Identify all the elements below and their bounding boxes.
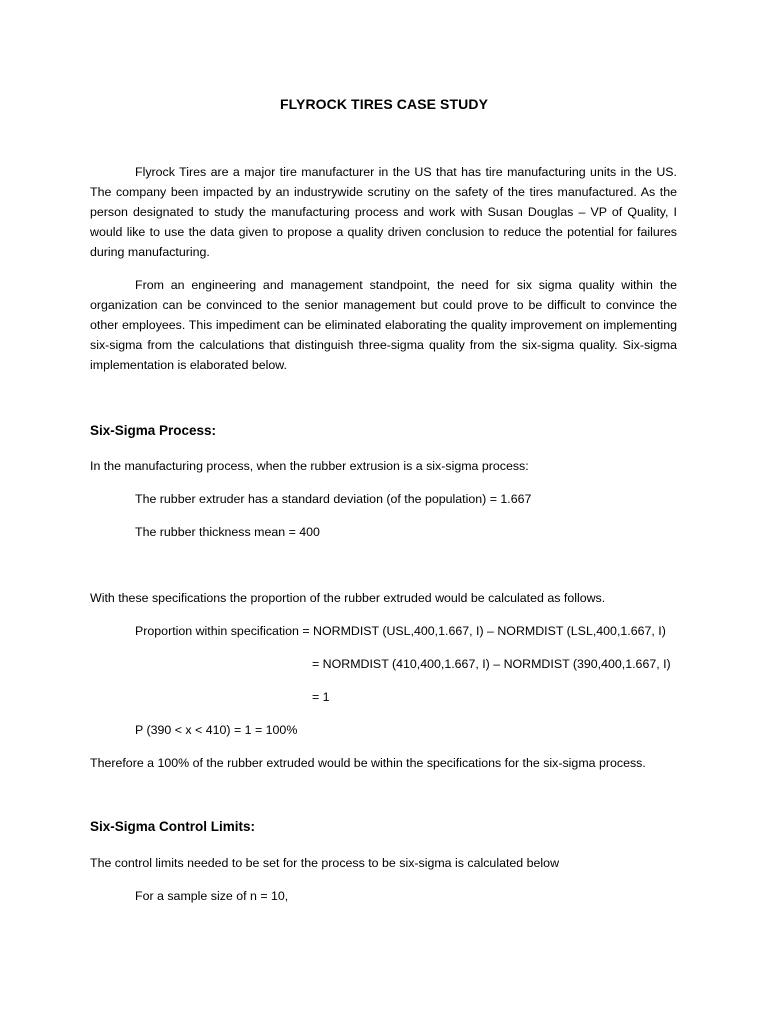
document-title: FLYROCK TIRES CASE STUDY: [279, 96, 489, 112]
formula-line: = NORMDIST (410,400,1.667, I) – NORMDIST (390,400,1.667, I): [312, 657, 671, 671]
body-line: For a sample size of n = 10,: [135, 889, 289, 903]
formula-line: P (390 < x < 410) = 1 = 100%: [135, 723, 298, 737]
section-heading-six-sigma-process: Six-Sigma Process:: [90, 423, 217, 438]
intro-paragraph: From an engineering and management standpoint, the need for six sigma quality within the organization can be convinced to the senior management but could prove to be difficult to convince the other employees. This impediment can be eliminated elaborating the quality improvement on implementing six-sigma from the calculations that distinguish three-sigma quality from the six-sigma quality. Six-sigma implementation is elaborated below.: [90, 278, 677, 372]
body-line: The rubber thickness mean = 400: [135, 525, 320, 539]
body-line: Therefore a 100% of the rubber extruded would be within the specifications for the six-sigma process.: [90, 756, 646, 770]
body-line: With these specifications the proportion of the rubber extruded would be calculated as follows.: [90, 591, 606, 605]
body-line: In the manufacturing process, when the rubber extrusion is a six-sigma process:: [90, 459, 529, 473]
intro-paragraph: Flyrock Tires are a major tire manufacturer in the US that has tire manufacturing units in the US. The company been impacted by an industrywide scrutiny on the safety of the tires manufactured. As the person designated to study the manufacturing process and work with Susan Douglas – VP of Quality, I would like to use the data given to propose a quality driven conclusion to reduce the potential for failures during manufacturing.: [90, 165, 677, 259]
section-heading-six-sigma-control-limits: Six-Sigma Control Limits:: [90, 819, 256, 834]
formula-line: Proportion within specification = NORMDIST (USL,400,1.667, I) – NORMDIST (LSL,400,1.667, I): [135, 624, 666, 638]
body-line: The rubber extruder has a standard deviation (of the population) = 1.667: [135, 492, 532, 506]
formula-line: = 1: [312, 690, 330, 704]
body-line: The control limits needed to be set for the process to be six-sigma is calculated below: [90, 856, 560, 870]
